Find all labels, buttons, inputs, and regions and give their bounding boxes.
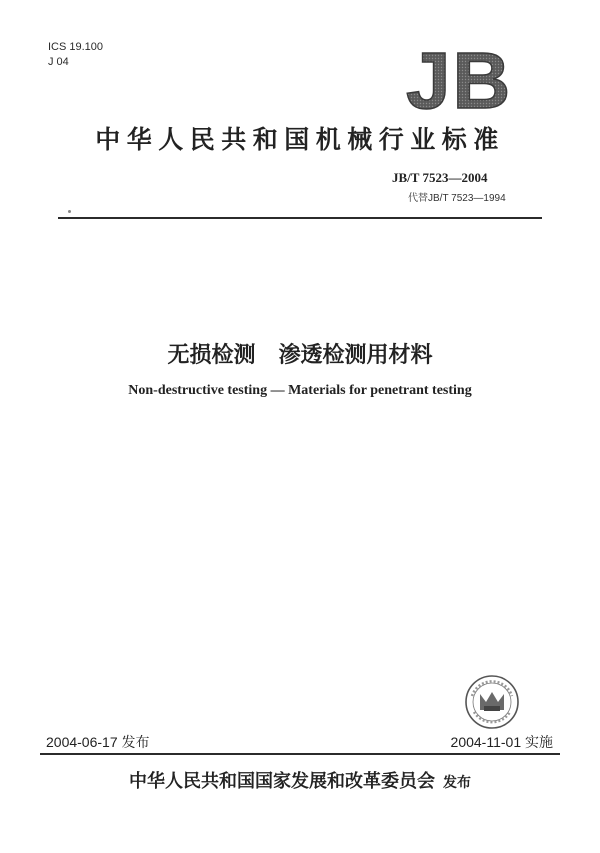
scan-speck [68,210,71,213]
industry-standard-heading: 中华人民共和国机械行业标准 [95,125,505,154]
implementation-date: 2004-11-01 实施 [450,734,553,750]
jb-logo-text: JB [406,42,513,114]
jb-logo-graphic [404,42,524,114]
ics-code: ICS 19.100 [48,41,104,53]
publisher-suffix: 发布 [443,775,471,791]
publisher [40,767,560,793]
english-title: Non-destructive testing — Materials for penetrant testing [128,383,472,398]
bottom-divider [40,753,560,755]
jb-logo [404,42,524,114]
chinese-title: 无损检测 渗透检测用材料 [167,343,433,368]
ccs-code: J 04 [48,56,69,68]
official-seal-icon [462,672,522,732]
standard-number: JB/T 7523—2004 [392,170,488,185]
top-divider [58,217,542,219]
issue-date: 2004-06-17 发布 [46,734,150,750]
replaced-standard: 代替JB/T 7523—1994 [408,193,506,204]
classification-codes [48,40,103,70]
publisher-name: 中华人民共和国国家发展和改革委员会 [129,771,435,792]
